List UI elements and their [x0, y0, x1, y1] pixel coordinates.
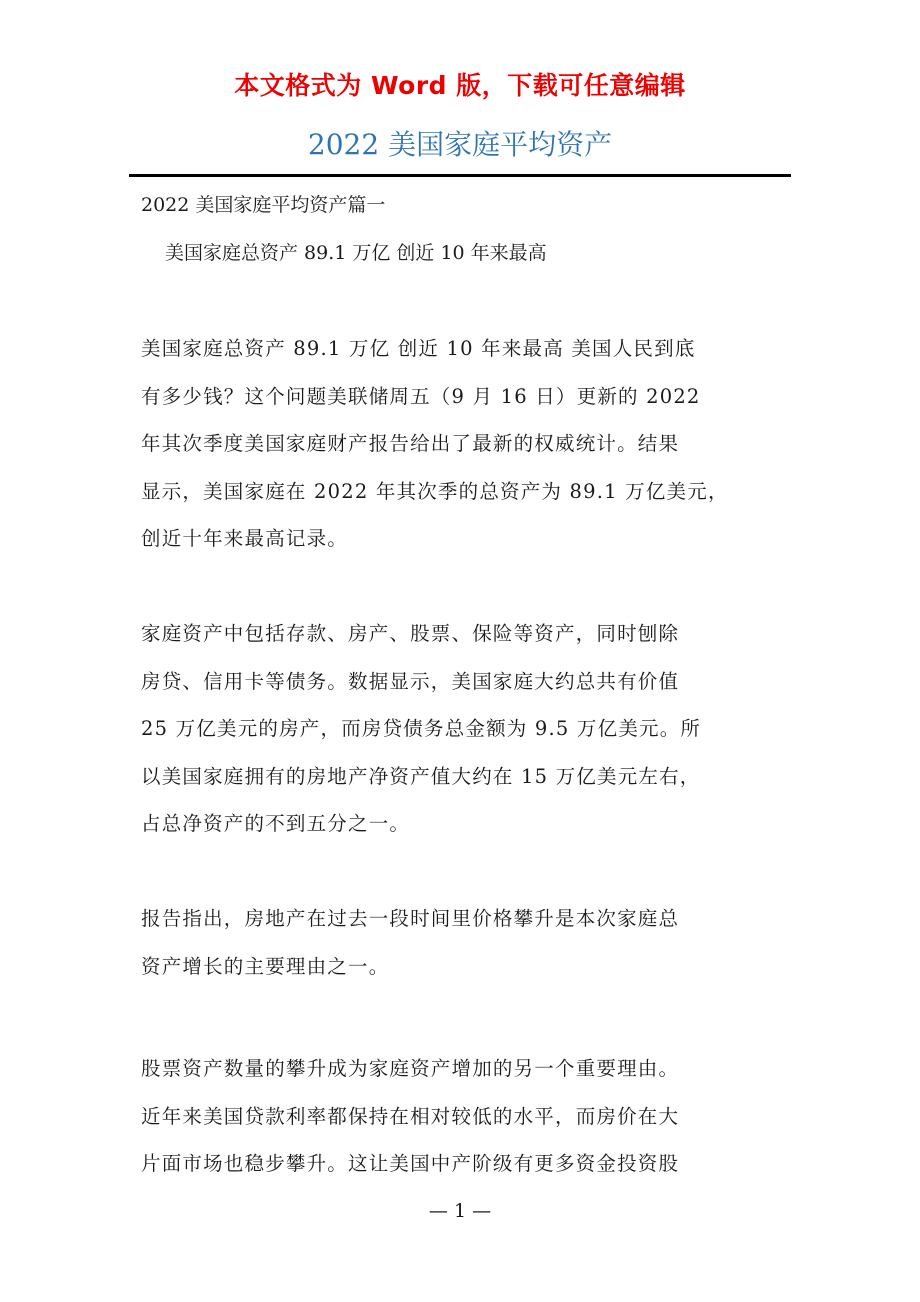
editable-word-banner: 本文格式为 Word 版，下载可任意编辑 — [234, 71, 686, 100]
paragraph-line: 创近十年来最高记录。 — [141, 527, 349, 550]
paragraph-real-estate — [141, 895, 801, 990]
document-title: 2022 美国家庭平均资产 — [307, 128, 613, 161]
paragraph-total-assets — [141, 325, 801, 563]
paragraph-line: 资产增长的主要理由之一。 — [141, 954, 390, 978]
paragraph-line: 股票资产数量的攀升成为家庭资产增加的另一个重要理由。 — [141, 1057, 680, 1080]
paragraph-line: 占总净资产的不到五分之一。 — [141, 812, 411, 835]
section-heading: 2022 美国家庭平均资产篇一 — [141, 194, 386, 216]
paragraph-line: 有多少钱？这个问题美联储周五（9 月 16 日）更新的 2022 — [141, 384, 701, 408]
paragraph-stocks — [141, 1045, 801, 1188]
paragraph-line: 以美国家庭拥有的房地产净资产值大约在 15 万亿美元左右， — [141, 764, 701, 788]
paragraph-line: 显示，美国家庭在 2022 年其次季的总资产为 89.1 万亿美元， — [141, 479, 729, 503]
article-subheading: 美国家庭总资产 89.1 万亿 创近 10 年来最高 — [165, 242, 547, 264]
paragraph-line: 近年来美国贷款利率都保持在相对较低的水平，而房价在大 — [141, 1104, 680, 1128]
paragraph-line: 25 万亿美元的房产，而房贷债务总金额为 9.5 万亿美元。所 — [141, 717, 702, 740]
paragraph-asset-composition — [141, 610, 801, 848]
title-divider — [129, 174, 791, 177]
paragraph-line: 房贷、信用卡等债务。数据显示，美国家庭大约总共有价值 — [141, 669, 680, 693]
paragraph-line: 美国家庭总资产 89.1 万亿 创近 10 年来最高 美国人民到底 — [141, 337, 696, 360]
paragraph-line: 家庭资产中包括存款、房产、股票、保险等资产，同时刨除 — [141, 622, 680, 645]
paragraph-line: 报告指出，房地产在过去一段时间里价格攀升是本次家庭总 — [141, 907, 680, 930]
paragraph-line: 年其次季度美国家庭财产报告给出了最新的权威统计。结果 — [141, 432, 680, 455]
page-number: — 1 — — [428, 1200, 492, 1222]
paragraph-line: 片面市场也稳步攀升。这让美国中产阶级有更多资金投资股 — [141, 1152, 680, 1175]
